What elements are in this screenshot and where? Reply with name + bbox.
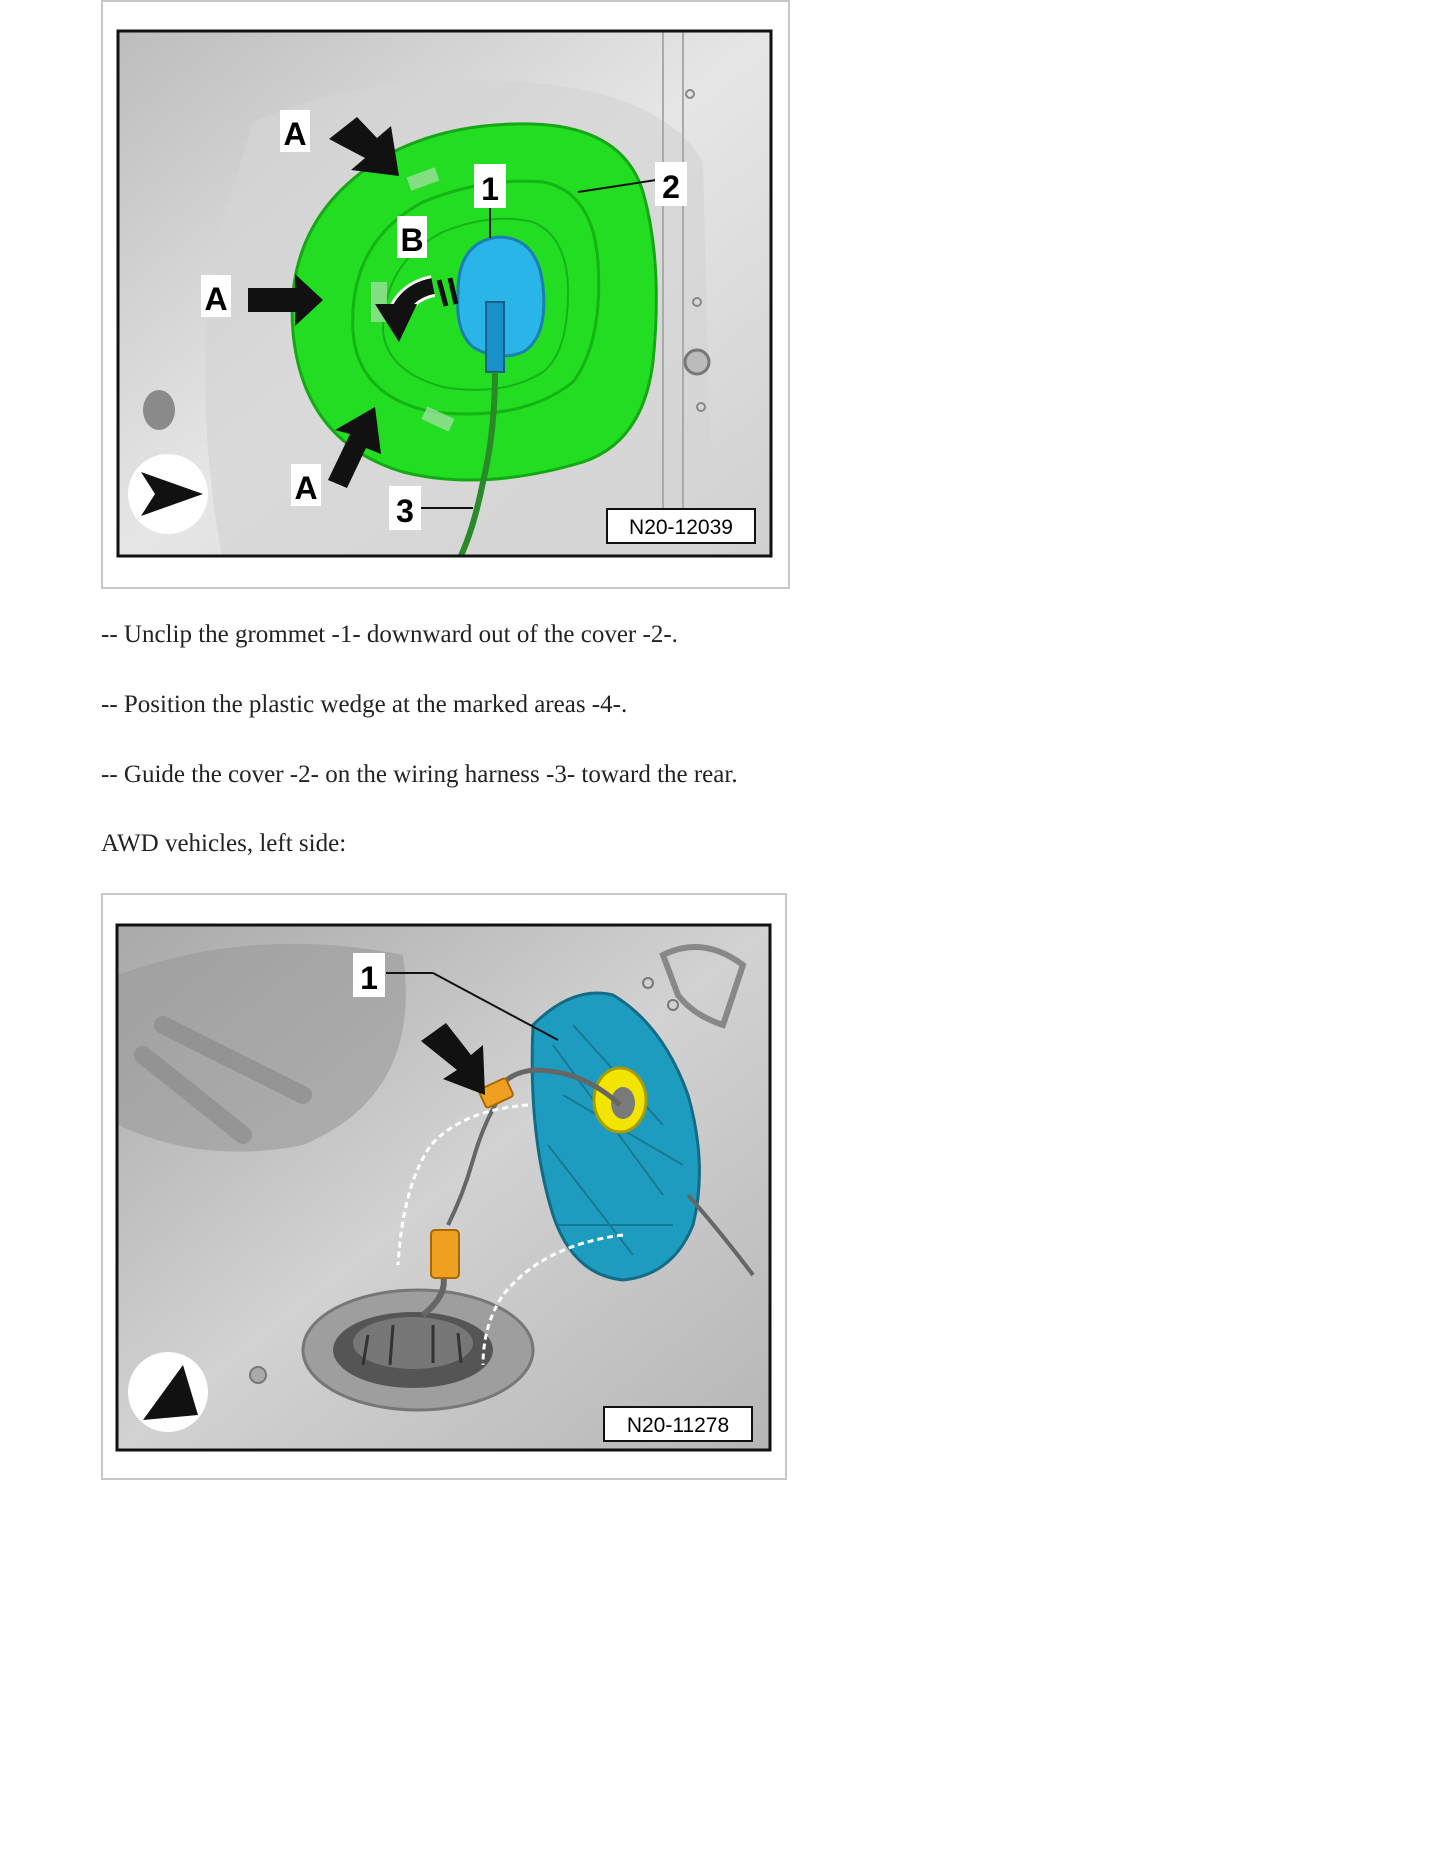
label-3-harness: 3 xyxy=(396,493,414,529)
figure-awd-cover xyxy=(101,893,787,1480)
label-a-bottom: A xyxy=(294,470,318,506)
figure-code: N20-12039 xyxy=(629,516,733,539)
label-a-left: A xyxy=(204,281,228,317)
illustration-grommet-cover xyxy=(103,2,788,587)
figure-grommet-cover xyxy=(101,0,790,589)
instruction-guide-cover: -- Guide the cover -2- on the wiring harness -3- toward the rear. xyxy=(101,761,738,788)
figure-code: N20-11278 xyxy=(626,1414,730,1437)
instruction-unclip-grommet: -- Unclip the grommet -1- downward out of the cover -2-. xyxy=(101,621,678,648)
label-1-cover: 1 xyxy=(360,960,378,996)
label-2-cover: 2 xyxy=(662,169,680,205)
instruction-position-wedge: -- Position the plastic wedge at the marked areas -4-. xyxy=(101,691,628,718)
label-a-top: A xyxy=(283,116,307,152)
illustration-awd-cover xyxy=(103,895,785,1478)
section-heading-awd-left: AWD vehicles, left side: xyxy=(101,830,347,857)
label-b: B xyxy=(400,222,424,258)
label-1-grommet: 1 xyxy=(481,171,499,207)
